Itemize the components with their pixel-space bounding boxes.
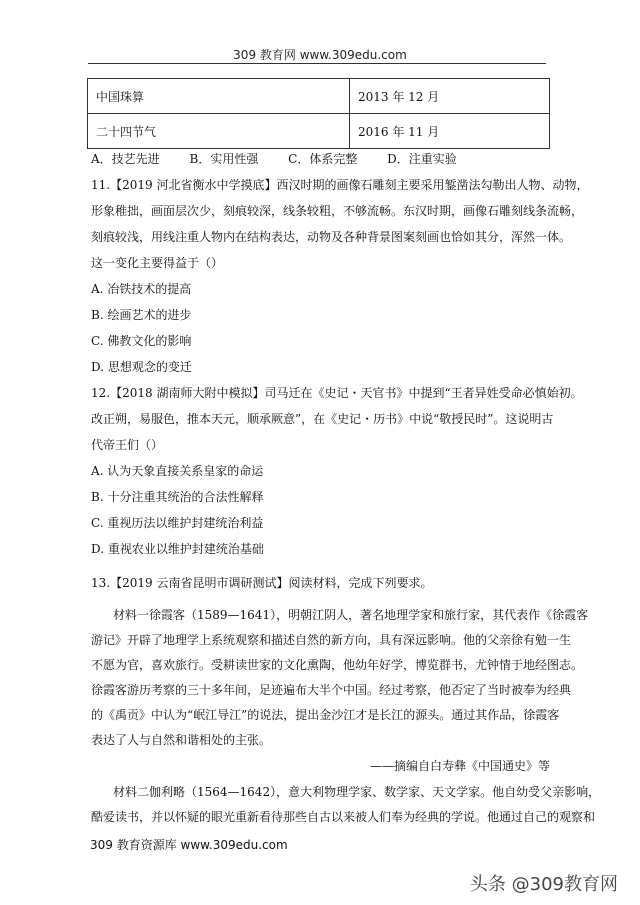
q12-option: B. 十分注重其统治的合法性解释: [91, 490, 264, 504]
q10-options: [91, 151, 483, 167]
q11-option: C. 佛教文化的影响: [91, 334, 192, 348]
q11-option: B. 绘画艺术的进步: [91, 308, 192, 322]
material1-line: 材料一徐霞客（1589—1641），明朝江阴人，著名地理学家和旅行家，其代表作《徐霞客: [113, 608, 589, 622]
heritage-table: [87, 78, 550, 149]
material1-line: 徐霞客游历考察的三十多年间，足迹遍布大半个中国。经过考察，他否定了当时被奉为经典: [91, 683, 572, 697]
q11-option: A. 冶铁技术的提高: [91, 282, 192, 296]
page-header: 309 教育网 www.309edu.com: [233, 48, 407, 62]
table-row: [88, 79, 550, 114]
material1-source: ——摘编自白寿彝《中国通史》等: [369, 759, 550, 773]
option: C．体系完整: [288, 152, 358, 166]
option: B．实用性强: [189, 152, 259, 166]
option: D．注重实验: [387, 152, 457, 166]
option: A．技艺先进: [91, 152, 160, 166]
q11-line: 这一变化主要得益于（）: [91, 256, 224, 270]
q12-line: 代帝王们（）: [91, 438, 164, 452]
q11-line: 刻痕较浅，用线注重人物内在结构表达，动物及各种背景图案刻画也恰如其分，浑然一体。: [91, 230, 572, 244]
header-divider: [88, 63, 546, 64]
material2-line: 酷爱读书，并以怀疑的眼光重新看待那些自古以来被人们奉为经典的学说。他通过自己的观察和: [91, 810, 596, 824]
watermark: 头条 @309教育网: [469, 874, 618, 895]
material1-line: 表达了人与自然和谐相处的主张。: [91, 733, 272, 747]
material1-line: 不愿为官，喜欢旅行。受耕读世家的文化熏陶，他幼年好学，博览群书，尤钟情于地经图志。: [91, 658, 584, 672]
material1-line: 游记》开辟了地理学上系统观察和描述自然的新方向，具有深远影响。他的父亲徐有勉一生: [91, 633, 572, 647]
q11-option: D. 思想观念的变迁: [91, 360, 192, 374]
table-cell: 中国珠算: [88, 79, 350, 114]
q12-option: C. 重视历法以维护封建统治利益: [91, 516, 264, 530]
material1-line: 的《禹贡》中认为“岷江导江”的说法，提出金沙江才是长江的源头。通过其作品，徐霞客: [91, 708, 560, 722]
q13-title: 13.【2019 云南省昆明市调研测试】阅读材料，完成下列要求。: [91, 576, 433, 590]
material2-line: 材料二伽利略（1564—1642），意大利物理学家、数学家、天文学家。他自幼受父亲影响，: [113, 785, 601, 799]
table-cell: 2013 年 12 月: [350, 79, 550, 114]
q12-line: 改正朔，易服色，推本天元，顺承厥意”，在《史记・历书》中说“敬授民时”。这说明古: [91, 412, 554, 426]
table-row: [88, 114, 550, 149]
q12-option: A. 认为天象直接关系皇家的命运: [91, 464, 264, 478]
q12-option: D. 重视农业以维护封建统治基础: [91, 542, 264, 556]
table-cell: 二十四节气: [88, 114, 350, 149]
q11-line: 11.【2019 河北省衡水中学摸底】西汉时期的画像石雕刻主要采用錾凿法勾勒出人物、动物，: [91, 178, 589, 192]
q11-line: 形象稚拙，画面层次少，刻痕较深，线条较粗，不够流畅。东汉时期，画像石雕刻线条流畅，: [91, 204, 584, 218]
q12-line: 12.【2018 湖南师大附中模拟】司马迁在《史记・天官书》中提到“王者异姓受命必慎始初。: [91, 386, 583, 400]
page-footer: 309 教育资源库 www.309edu.com: [90, 838, 288, 852]
table-cell: 2016 年 11 月: [350, 114, 550, 149]
